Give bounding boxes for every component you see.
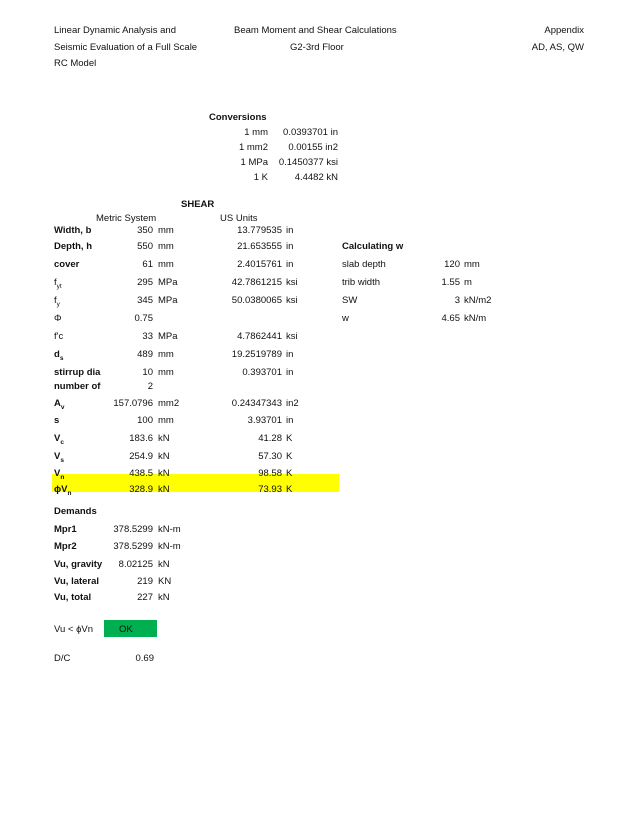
metric-unit-7: MPa — [158, 331, 178, 342]
metric-unit-14: kN — [158, 451, 170, 462]
us-value-8: 19.2519789 — [231, 349, 282, 360]
demand-value-4: 219 — [137, 576, 153, 587]
shear-label-6: Φ — [54, 313, 62, 324]
calc-w-label-3: SW — [342, 295, 358, 306]
us-unit-4: ksi — [286, 277, 298, 288]
shear-label-11: $A_v$ — [54, 398, 65, 411]
demand-value-2: 378.5299 — [113, 541, 153, 552]
shear-label-3: cover — [54, 259, 80, 270]
conversions-title: Conversions — [209, 112, 267, 123]
metric-value-1: 350 — [137, 225, 153, 236]
metric-unit-12: mm — [158, 415, 174, 426]
shear-label-16: $\phi V_n$ — [54, 484, 72, 497]
shear-label-1: Width, b — [54, 225, 92, 236]
header-center-title: Beam Moment and Shear Calculations — [234, 25, 397, 36]
metric-value-12: 100 — [137, 415, 153, 426]
shear-label-12: s — [54, 415, 60, 426]
header-left-line-1: Linear Dynamic Analysis and — [54, 25, 176, 36]
metric-unit-11: mm2 — [158, 398, 180, 409]
us-unit-15: K — [286, 468, 293, 479]
shear-label-10: number of — [54, 381, 101, 392]
us-value-7: 4.7862441 — [237, 331, 282, 342]
metric-unit-15: kN — [158, 468, 170, 479]
us-unit-11: in2 — [286, 398, 299, 409]
header-left-line-2: Seismic Evaluation of a Full Scale — [54, 42, 198, 53]
conversion-from-4: 1 K — [253, 172, 268, 183]
metric-value-3: 61 — [142, 259, 153, 270]
us-value-13: 41.28 — [258, 433, 282, 444]
header-right-line-1: Appendix — [544, 25, 584, 36]
conversion-to-3: 0.1450377 ksi — [278, 157, 338, 168]
metric-value-6: 0.75 — [134, 313, 153, 324]
metric-value-2: 550 — [137, 241, 153, 252]
conversion-from-1: 1 mm — [244, 127, 268, 138]
demand-label-2: Mpr2 — [54, 541, 77, 552]
us-unit-5: ksi — [286, 295, 298, 306]
calc-w-unit-2: m — [464, 277, 472, 288]
dc-label: D/C — [54, 653, 71, 664]
us-value-3: 2.4015761 — [237, 259, 282, 270]
shear-title: SHEAR — [181, 199, 215, 210]
demand-label-4: Vu, lateral — [54, 576, 100, 587]
demand-unit-1: kN-m — [158, 524, 181, 535]
calc-w-title: Calculating w — [342, 241, 404, 252]
metric-value-13: 183.6 — [129, 433, 153, 444]
metric-value-16: 328.9 — [129, 484, 153, 495]
dc-value: 0.69 — [135, 653, 154, 664]
metric-value-7: 33 — [142, 331, 153, 342]
calc-w-value-3: 3 — [454, 295, 460, 306]
calc-w-label-2: trib width — [342, 277, 381, 288]
us-unit-16: K — [286, 484, 293, 495]
us-value-4: 42.7861215 — [231, 277, 282, 288]
us-value-9: 0.393701 — [242, 367, 282, 378]
us-unit-2: in — [286, 241, 294, 252]
demand-value-3: 8.02125 — [118, 559, 153, 570]
calc-w-unit-4: kN/m — [464, 313, 487, 324]
us-unit-12: in — [286, 415, 294, 426]
conversion-to-2: 0.00155 in2 — [288, 142, 338, 153]
conversion-from-3: 1 MPa — [240, 157, 268, 168]
us-value-5: 50.0380065 — [231, 295, 282, 306]
us-value-16: 73.93 — [258, 484, 282, 495]
us-value-1: 13.779535 — [237, 225, 282, 236]
ok-status: OK — [119, 624, 133, 635]
header-left-line-3: RC Model — [54, 58, 97, 69]
metric-value-10: 2 — [147, 381, 153, 392]
conversion-to-4: 4.4482 kN — [294, 172, 338, 183]
metric-unit-8: mm — [158, 349, 174, 360]
calc-w-value-4: 4.65 — [441, 313, 460, 324]
us-unit-8: in — [286, 349, 294, 360]
metric-unit-3: mm — [158, 259, 174, 270]
demand-unit-3: kN — [158, 559, 170, 570]
metric-unit-9: mm — [158, 367, 174, 378]
us-unit-13: K — [286, 433, 293, 444]
metric-unit-16: kN — [158, 484, 170, 495]
us-value-11: 0.24347343 — [231, 398, 282, 409]
us-unit-1: in — [286, 225, 294, 236]
metric-value-4: 295 — [137, 277, 153, 288]
metric-value-14: 254.9 — [129, 451, 153, 462]
us-units-header: US Units — [220, 213, 258, 224]
header-right-line-2: AD, AS, QW — [531, 42, 584, 53]
us-unit-9: in — [286, 367, 294, 378]
metric-system-header: Metric System — [96, 213, 157, 224]
demand-label-3: Vu, gravity — [54, 559, 103, 570]
calc-w-value-2: 1.55 — [441, 277, 460, 288]
demands-title: Demands — [54, 506, 97, 517]
shear-label-8: $d_s$ — [54, 349, 64, 362]
calc-w-label-1: slab depth — [342, 259, 386, 270]
conversion-from-2: 1 mm2 — [238, 142, 268, 153]
shear-label-13: $V_c$ — [54, 433, 64, 446]
demand-label-5: Vu, total — [54, 592, 92, 603]
metric-value-9: 10 — [142, 367, 153, 378]
metric-unit-2: mm — [158, 241, 174, 252]
demand-value-5: 227 — [137, 592, 153, 603]
metric-value-5: 345 — [137, 295, 153, 306]
us-unit-3: in — [286, 259, 294, 270]
demand-unit-4: KN — [158, 576, 172, 587]
calc-w-value-1: 120 — [444, 259, 460, 270]
calc-w-unit-3: kN/m2 — [464, 295, 492, 306]
metric-value-11: 157.0796 — [113, 398, 153, 409]
calc-w-label-4: w — [342, 313, 349, 324]
metric-unit-1: mm — [158, 225, 174, 236]
demand-unit-2: kN-m — [158, 541, 181, 552]
shear-label-2: Depth, h — [54, 241, 92, 252]
shear-label-14: $V_s$ — [54, 451, 64, 464]
calc-w-unit-1: mm — [464, 259, 480, 270]
shear-label-7: f'c — [54, 331, 64, 342]
demand-value-1: 378.5299 — [113, 524, 153, 535]
demand-unit-5: kN — [158, 592, 170, 603]
phi-vn-highlight — [52, 474, 339, 492]
metric-unit-13: kN — [158, 433, 170, 444]
shear-label-15: $V_n$ — [54, 468, 65, 481]
metric-value-15: 438.5 — [129, 468, 153, 479]
demand-label-1: Mpr1 — [54, 524, 77, 535]
us-value-14: 57.30 — [258, 451, 282, 462]
metric-value-8: 489 — [137, 349, 153, 360]
header-center-subtitle: G2-3rd Floor — [290, 42, 344, 53]
us-value-12: 3.93701 — [247, 415, 282, 426]
us-value-2: 21.653555 — [237, 241, 282, 252]
us-unit-14: K — [286, 451, 293, 462]
conversion-to-1: 0.0393701 in — [283, 127, 338, 138]
shear-label-9: stirrup dia — [54, 367, 101, 378]
us-value-15: 98.58 — [258, 468, 282, 479]
us-unit-7: ksi — [286, 331, 298, 342]
shear-label-5: $f_y$ — [54, 295, 60, 308]
check-label: Vu < ϕVn — [54, 624, 94, 635]
metric-unit-5: MPa — [158, 295, 178, 306]
shear-label-4: $f_{yt}$ — [54, 277, 62, 290]
metric-unit-4: MPa — [158, 277, 178, 288]
